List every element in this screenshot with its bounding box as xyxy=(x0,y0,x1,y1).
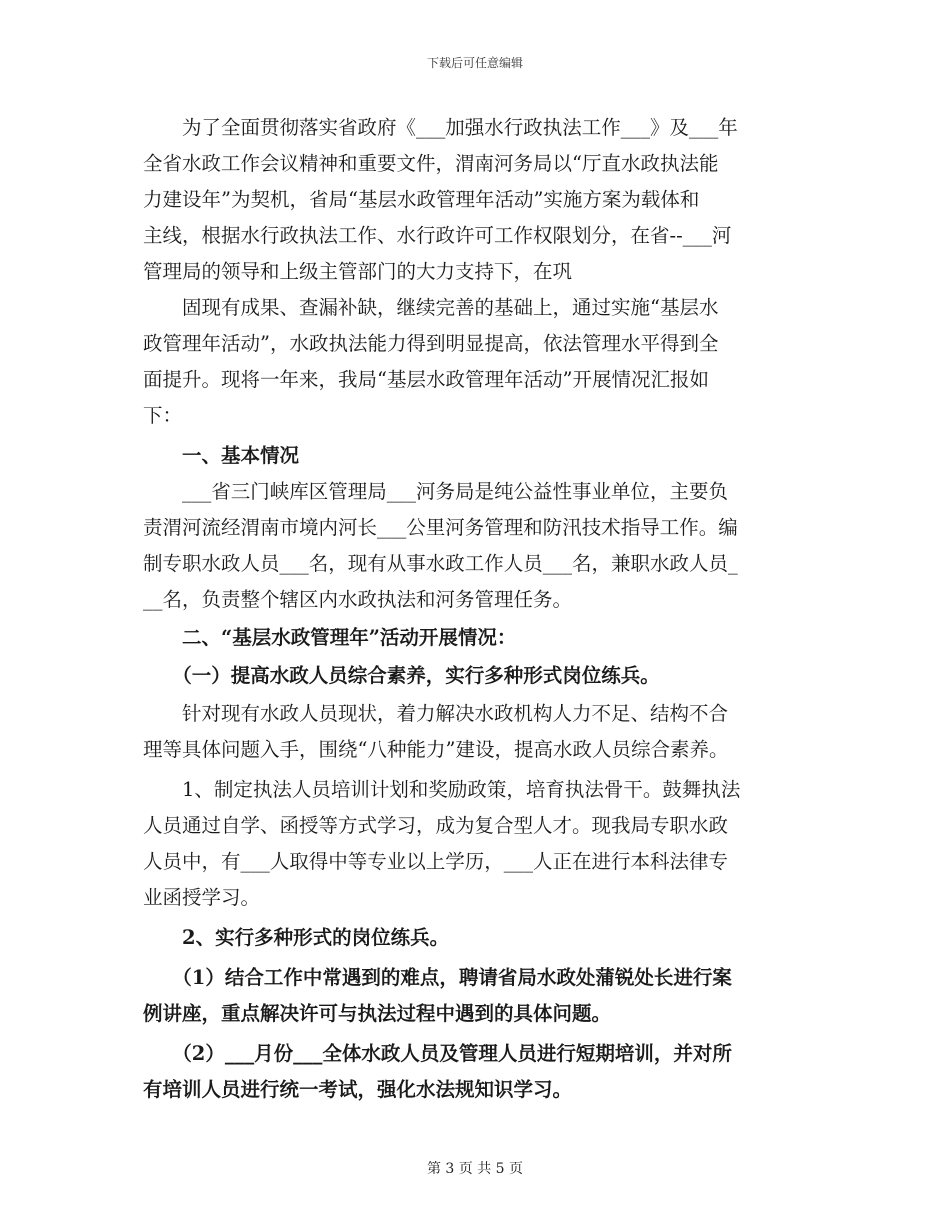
text-line: 主线，根据水行政执法工作、水行政许可工作权限划分，在省--___河 xyxy=(143,224,732,247)
text-line: 下： xyxy=(143,404,183,427)
text-line: 责渭河流经渭南市境内河长___公里河务管理和防汛技术指导工作。编 xyxy=(143,516,738,539)
text-line: 管理局的领导和上级主管部门的大力支持下，在巩 xyxy=(143,260,573,283)
text-line: ___省三门峡库区管理局___河务局是纯公益性事业单位，主要负 xyxy=(143,480,729,503)
text-line: __名，负责整个辖区内水政执法和河务管理任务。 xyxy=(143,588,573,611)
text-line: （一）提高水政人员综合素养，实行多种形式岗位练兵。 xyxy=(143,664,660,687)
text-line: 政管理年活动”，水政执法能力得到明显提高，依法管理水平得到全 xyxy=(143,332,719,355)
text-line: 二、“基层水政管理年”活动开展情况： xyxy=(143,626,517,649)
text-line: （2）___月份___全体水政人员及管理人员进行短期培训，并对所 xyxy=(143,1042,732,1065)
text-line: 人员中，有___人取得中等专业以上学历，___人正在进行本科法律专 xyxy=(143,850,729,873)
text-line: 一、基本情况 xyxy=(143,444,300,467)
text-line: 有培训人员进行统一考试，强化水法规知识学习。 xyxy=(143,1078,573,1101)
text-line: 面提升。现将一年来，我局“基层水政管理年活动”开展情况汇报如 xyxy=(143,368,709,391)
text-line: 力建设年”为契机，省局“基层水政管理年活动”实施方案为载体和 xyxy=(143,188,700,211)
text-line: 针对现有水政人员现状，着力解决水政机构人力不足、结构不合 xyxy=(143,702,729,725)
document-body xyxy=(143,110,811,1108)
text-line: 全省水政工作会议精神和重要文件，渭南河务局以“厅直水政执法能 xyxy=(143,152,719,175)
text-line: 为了全面贯彻落实省政府《___加强水行政执法工作___》及___年 xyxy=(143,116,738,139)
text-line: 2、实行多种形式的岗位练兵。 xyxy=(143,926,450,949)
page-footer: 第 3 页 共 5 页 xyxy=(426,1161,524,1177)
text-line: 固现有成果、查漏补缺，继续完善的基础上，通过实施“基层水 xyxy=(143,296,719,319)
text-line: （1）结合工作中常遇到的难点，聘请省局水政处蒲锐处长进行案 xyxy=(143,966,732,989)
text-line: 例讲座，重点解决许可与执法过程中遇到的具体问题。 xyxy=(143,1002,612,1025)
text-line: 业函授学习。 xyxy=(143,886,261,909)
text-line: 1、制定执法人员培训计划和奖励政策，培育执法骨干。鼓舞执法 xyxy=(143,778,741,801)
page-header: 下载后可任意编辑 xyxy=(426,56,523,70)
text-line: 理等具体问题入手，围绕“八种能力”建设，提高水政人员综合素养。 xyxy=(143,738,729,761)
text-line: 人员通过自学、函授等方式学习，成为复合型人才。现我局专职水政 xyxy=(143,814,729,837)
text-line: 制专职水政人员___名，现有从事水政工作人员___名，兼职水政人员_ xyxy=(143,552,738,575)
